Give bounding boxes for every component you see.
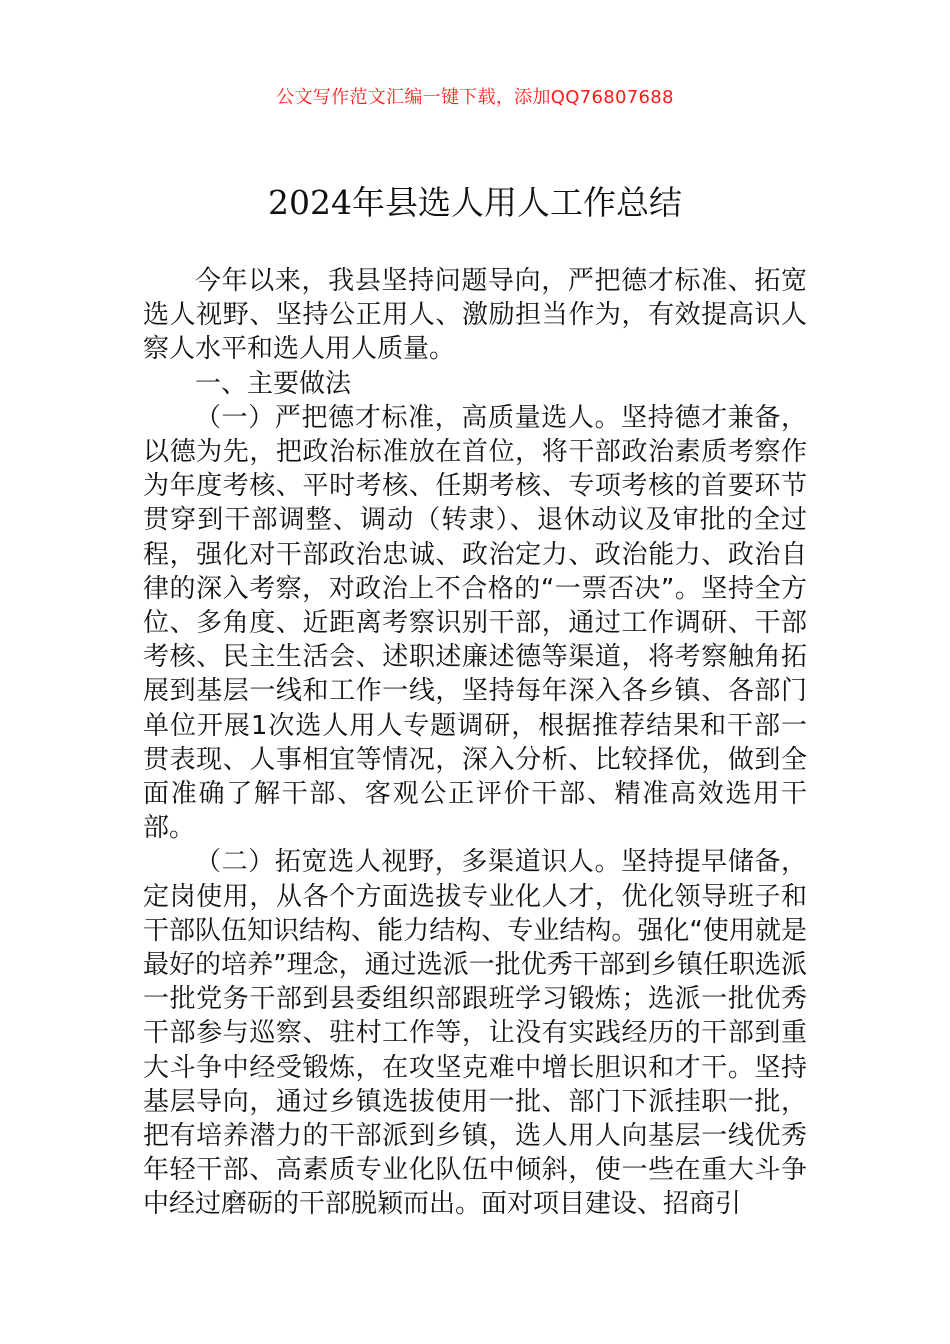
document-body	[143, 264, 807, 1222]
download-notice: 公文写作范文汇编一键下载，添加QQ76807688	[276, 87, 674, 108]
section-heading: 一、主要做法	[195, 368, 352, 399]
document-title: 2024年县选人用人工作总结	[268, 183, 682, 222]
body-paragraph: （二）拓宽选人视野，多渠道识人。坚持提早储备，定岗使用，从各个方面选拔专业化人才，优化领导班子和干部队伍知识结构、能力结构、专业结构。强化“使用就是最好的培养”理念，通过选派一批优秀干部到乡镇任职选派一批党务干部到县委组织部跟班学习锻炼；选派一批优秀干部参与巡察、驻村工作等，让没有实践经历的干部到重大斗争中经受锻炼，在攻坚克难中增长胆识和才干。坚持基层导向，通过乡镇选拔使用一批、部门下派挂职一批，把有培养潜力的干部派到乡镇，选人用人向基层一线优秀年轻干部、高素质专业化队伍中倾斜，使一些在重大斗争中经过磨砺的干部脱颖而出。面对项目建设、招商引	[143, 847, 807, 1220]
intro-paragraph: 今年以来，我县坚持问题导向，严把德才标准、拓宽选人视野、坚持公正用人、激励担当作为，有效提高识人察人水平和选人用人质量。	[143, 266, 807, 365]
body-paragraph: （一）严把德才标准，高质量选人。坚持德才兼备，以德为先，把政治标准放在首位，将干部政治素质考察作为年度考核、平时考核、任期考核、专项考核的首要环节贯穿到干部调整、调动（转隶）、退休动议及审批的全过程，强化对干部政治忠诚、政治定力、政治能力、政治自律的深入考察，对政治上不合格的“一票否决”。坚持全方位、多角度、近距离考察识别干部，通过工作调研、干部考核、民主生活会、述职述廉述德等渠道，将考察触角拓展到基层一线和工作一线，坚持每年深入各乡镇、各部门单位开展1次选人用人专题调研，根据推荐结果和干部一贯表现、人事相宜等情况，深入分析、比较择优，做到全面准确了解干部、客观公正评价干部、精准高效选用干部。	[143, 402, 807, 844]
